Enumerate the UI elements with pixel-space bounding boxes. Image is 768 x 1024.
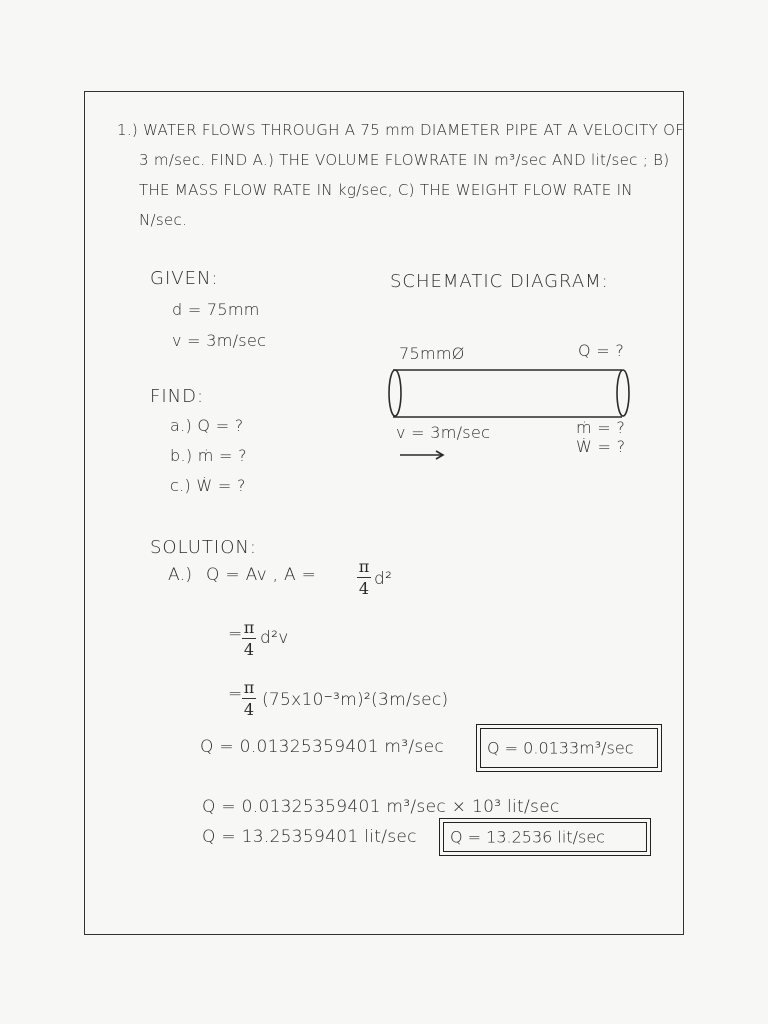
- problem-line-3: THE MASS FLOW RATE IN kg/sec, C) THE WEIGHT FLOW RATE IN: [139, 181, 633, 199]
- equation-flowrate: Q = Av , A =: [206, 565, 317, 585]
- given-diameter: d = 75mm: [172, 300, 260, 319]
- pi-symbol: π: [358, 557, 370, 576]
- pipe-diameter-label: 75mmØ: [399, 344, 465, 363]
- solution-heading: SOLUTION:: [150, 537, 257, 558]
- conversion-equation: Q = 0.01325359401 m³/sec × 10³ lit/sec: [202, 797, 560, 817]
- problem-line-2: 3 m/sec. FIND A.) THE VOLUME FLOWRATE IN m³/sec AND lit/sec ; B): [139, 151, 670, 169]
- denominator: 4: [358, 579, 370, 598]
- pipe-right-end: [617, 370, 629, 416]
- pi-symbol: π: [243, 678, 255, 697]
- denominator: 4: [243, 640, 255, 659]
- area-fraction: [357, 557, 371, 598]
- eq3-body: (75x10⁻³m)²(3m/sec): [262, 690, 449, 710]
- pipe-flowrate-label: Q = ?: [578, 341, 625, 360]
- boxed-answer-lit: [439, 818, 651, 856]
- find-item-b: b.) ṁ = ?: [170, 446, 247, 465]
- boxed-answer-m3: [476, 724, 662, 772]
- eq3-equals: =: [228, 684, 243, 704]
- find-heading: FIND:: [150, 386, 205, 407]
- pipe-weightflow-label: Ẇ = ?: [576, 437, 626, 456]
- pi-symbol: π: [243, 618, 255, 637]
- eq2-body: d²v: [260, 628, 289, 648]
- result-flowrate-lit: Q = 13.25359401 lit/sec: [202, 827, 417, 847]
- given-heading: GIVEN:: [150, 268, 219, 289]
- problem-line-4: N/sec.: [139, 211, 188, 229]
- pipe-left-end: [389, 370, 401, 416]
- eq2-equals: =: [228, 624, 243, 644]
- pipe-velocity-label: v = 3m/sec: [396, 423, 491, 442]
- eq2-fraction: [242, 618, 256, 659]
- problem-line-1: 1.) WATER FLOWS THROUGH A 75 mm DIAMETER PIPE AT A VELOCITY OF: [117, 121, 685, 139]
- boxed-answer-lit-text: Q = 13.2536 lit/sec: [450, 827, 605, 847]
- area-d-squared: d²: [374, 569, 393, 589]
- find-item-c: c.) Ẇ = ?: [170, 476, 246, 495]
- schematic-heading: SCHEMATIC DIAGRAM:: [390, 271, 609, 292]
- find-item-a: a.) Q = ?: [170, 416, 244, 435]
- denominator: 4: [243, 700, 255, 719]
- given-velocity: v = 3m/sec: [172, 331, 267, 350]
- result-flowrate-m3: Q = 0.01325359401 m³/sec: [200, 737, 444, 757]
- step-a-label: A.): [168, 565, 193, 585]
- boxed-answer-m3-text: Q = 0.0133m³/sec: [487, 738, 634, 758]
- pipe-massflow-label: ṁ = ?: [576, 418, 626, 437]
- eq3-fraction: [242, 678, 256, 719]
